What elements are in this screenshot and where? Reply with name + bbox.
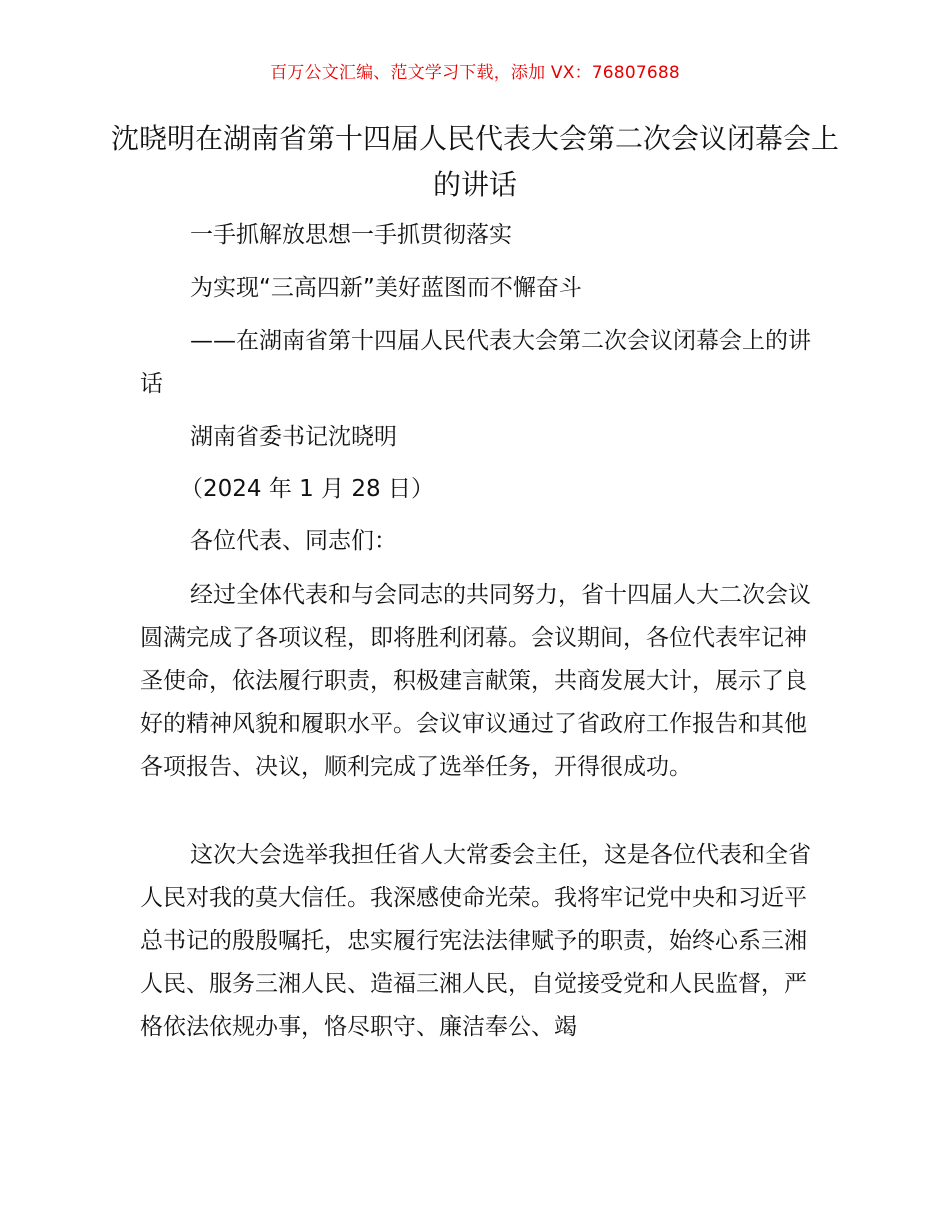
subtitle-line-3: ——在湖南省第十四届人民代表大会第二次会议闭幕会上的讲话	[140, 328, 811, 397]
subtitle-line-1: 一手抓解放思想一手抓贯彻落实	[190, 222, 512, 248]
paragraph-1: 经过全体代表和与会同志的共同努力，省十四届人大二次会议圆满完成了各项议程，即将胜利闭幕。会议期间，各位代表牢记神圣使命，依法履行职责，积极建言献策，共商发展大计，展示了良好的精神风貌和履职水平。会议审议通过了省政府工作报告和其他各项报告、决议，顺利完成了选举任务，开得很成功。	[140, 582, 811, 780]
salutation: 各位代表、同志们：	[190, 528, 397, 554]
header-watermark-note: 百万公文汇编、范文学习下载，添加 VX：76807688	[270, 63, 680, 83]
document-title: 沈晓明在湖南省第十四届人民代表大会第二次会议闭幕会上的讲话	[110, 122, 839, 201]
subtitle-line-2: 为实现“三高四新”美好蓝图而不懈奋斗	[190, 275, 582, 301]
speaker-line: 湖南省委书记沈晓明	[190, 424, 397, 450]
date-line: （2024 年 1 月 28 日）	[180, 476, 434, 502]
paragraph-2: 这次大会选举我担任省人大常委会主任，这是各位代表和全省人民对我的莫大信任。我深感使命光荣。我将牢记党中央和习近平总书记的殷殷嘱托，忠实履行宪法法律赋予的职责，始终心系三湘人民、服务三湘人民、造福三湘人民，自觉接受党和人民监督，严格依法依规办事，恪尽职守、廉洁奉公、竭	[140, 842, 811, 1040]
